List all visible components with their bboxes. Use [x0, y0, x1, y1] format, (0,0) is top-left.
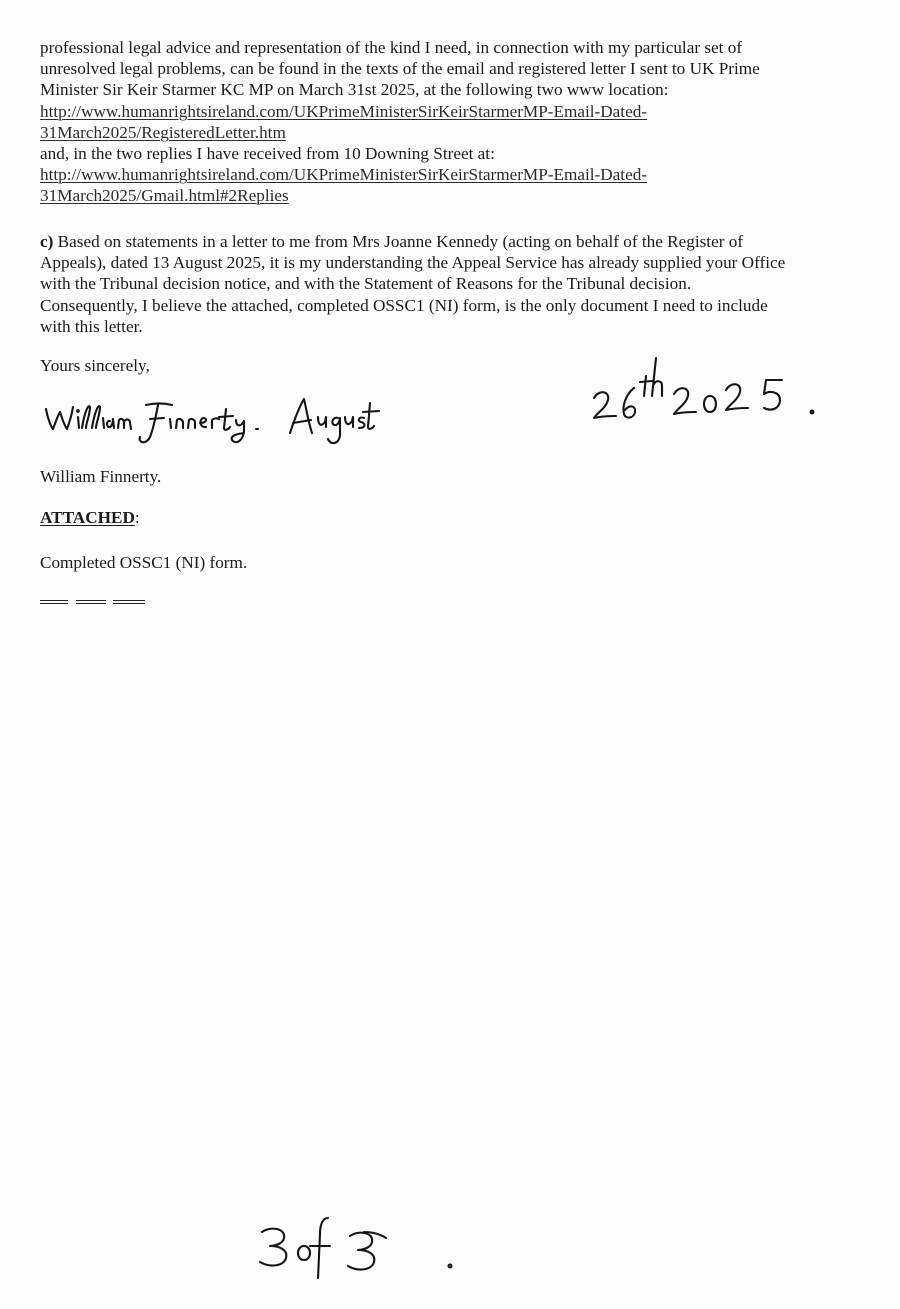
paragraph-c-line-5: with this letter.: [40, 316, 143, 336]
salutation: Yours sincerely,: [40, 356, 150, 375]
paragraph-b-line-1: professional legal advice and representation of the kind I need, in connection with my particular set of: [40, 38, 743, 57]
paragraph-c-line-3: with the Tribunal decision notice, and with the Statement of Reasons for the Tribunal decision.: [40, 274, 692, 294]
paragraph-b-line-3: Minister Sir Keir Starmer KC MP on March 31st 2025, at the following two www location:: [40, 80, 669, 100]
paragraph-c: [40, 231, 890, 337]
page-number-marker: [250, 1210, 470, 1290]
paragraph-b: [40, 37, 890, 207]
replies-intro-line: and, in the two replies I have received from 10 Downing Street at:: [40, 144, 495, 164]
registered-letter-link-part-2[interactable]: 31March2025/RegisteredLetter.htm: [40, 122, 286, 142]
registered-letter-link-part-1[interactable]: http://www.humanrightsireland.com/UKPrimeMinisterSirKeirStarmerMP-Email-Dated-: [40, 101, 648, 121]
paragraph-c-line-1: Based on statements in a letter to me from Mrs Joanne Kennedy (acting on behalf of the Register of: [53, 232, 744, 251]
replies-link-part-1[interactable]: http://www.humanrightsireland.com/UKPrimeMinisterSirKeirStarmerMP-Email-Dated-: [40, 165, 648, 185]
replies-link-part-2[interactable]: 31March2025/Gmail.html#2Replies: [40, 186, 289, 206]
end-divider-2: [76, 600, 106, 604]
attached-heading: [40, 508, 140, 528]
paragraph-c-line-4: Consequently, I believe the attached, completed OSSC1 (NI) form, is the only document I need to include: [40, 295, 768, 315]
attached-label: ATTACHED: [40, 508, 135, 527]
handwritten-date: [420, 350, 880, 440]
typed-name: William Finnerty.: [40, 467, 162, 486]
attached-item: Completed OSSC1 (NI) form.: [40, 553, 248, 572]
handwritten-signature: [40, 385, 370, 455]
end-divider-1: [40, 600, 68, 604]
attached-colon: :: [134, 508, 140, 527]
paragraph-c-line-2: Appeals), dated 13 August 2025, it is my understanding the Appeal Service has already supplied your Office: [40, 253, 786, 273]
end-divider-3: [113, 600, 145, 604]
paragraph-b-line-2: unresolved legal problems, can be found in the texts of the email and registered letter I sent to UK Prime: [40, 59, 760, 79]
paragraph-c-marker: c): [40, 232, 54, 251]
